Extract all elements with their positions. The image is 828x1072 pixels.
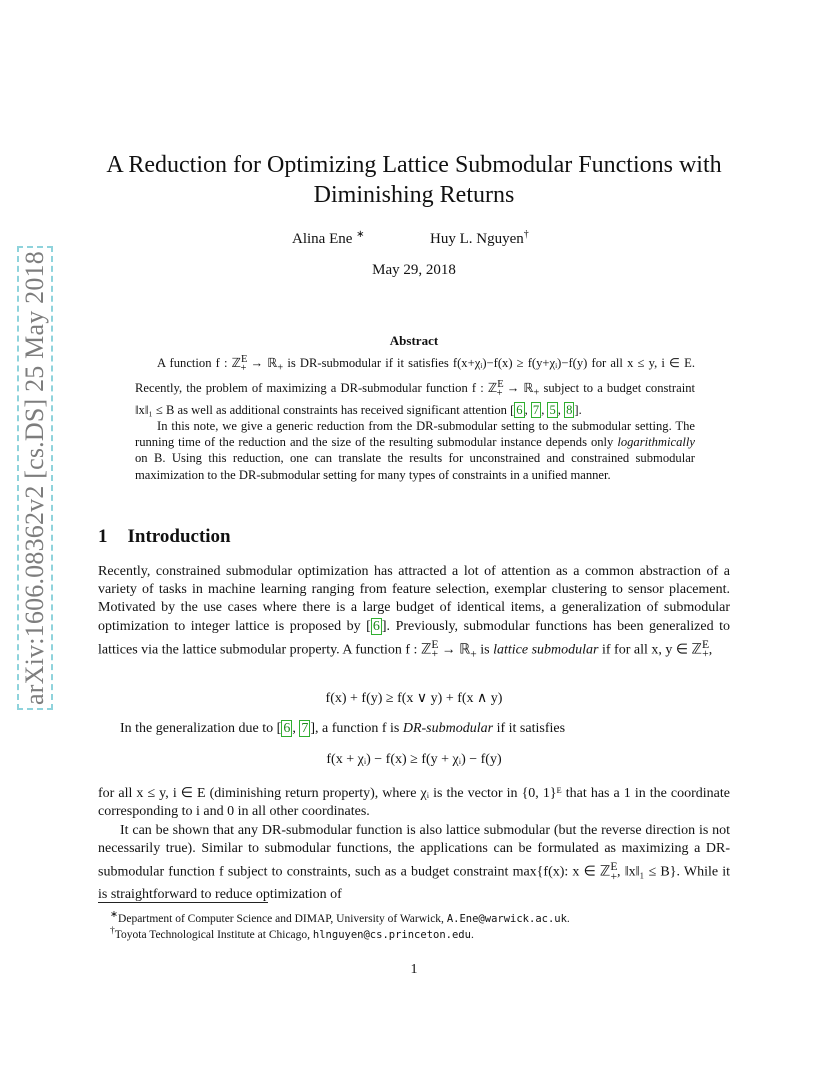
arxiv-identifier: arXiv:1606.08362v2 [cs.DS] 25 May 2018 — [20, 251, 49, 705]
citation-link[interactable]: 7 — [301, 721, 309, 736]
citation-link[interactable]: 5 — [549, 402, 556, 417]
author-2 — [430, 229, 529, 248]
author-footnote-mark: ∗ — [356, 229, 365, 240]
author-name: Huy L. Nguyen — [430, 231, 524, 247]
citation-link[interactable]: 8 — [566, 402, 573, 417]
abstract-heading: Abstract — [389, 333, 439, 348]
footnote-1: ∗Department of Computer Science and DIMAP, University of Warwick, A.Ene@warwick.ac.uk. — [110, 909, 570, 925]
section-title: Introduction — [127, 526, 231, 547]
intro-paragraph-4: It can be shown that any DR-submodular function is also lattice submodular (but the reverse direction is not necessarily true). Similar to submodular functions, the applications can be formulated as maximizing a DR-submodular function f subject to constraints, such as a budget constraint max{f(x): x ∈ ℤ$^E_+$, ‖x‖₁ ≤ B}. While it is straightforward to reduce optimization of — [98, 823, 730, 903]
section-number: 1 — [98, 526, 108, 547]
citation-link[interactable]: 6 — [516, 402, 523, 417]
equation-dr-submodular: f(x + χᵢ) − f(x) ≥ f(y + χᵢ) − f(y) — [326, 752, 502, 767]
author-name: Alina Ene — [292, 231, 353, 247]
section-heading — [98, 526, 231, 548]
paper-date: May 29, 2018 — [372, 262, 456, 278]
email-link[interactable]: A.Ene@warwick.ac.uk — [446, 912, 567, 925]
intro-paragraph-2: In the generalization due to [ 6 , 7 ], a function f is DR-submodular if it satisfies — [120, 721, 566, 736]
abstract-body — [135, 352, 695, 483]
arxiv-stamp — [17, 246, 53, 710]
author-footnote-mark: † — [523, 229, 529, 240]
email-link[interactable]: hlnguyen@cs.princeton.edu — [312, 928, 471, 941]
intro-paragraph-1: Recently, constrained submodular optimization has attracted a lot of attention as a common abstraction of a variety of tasks in machine learning ranging from feature selection, exemplar clustering to sensor placement. Motivated by the use cases where there is a large budget of identical items, a generalization of submodular optimization to integer lattice is proposed by [ 6 ]. Previously, submodular functions has been generalized to lattices via the lattice submodular property. A function f : ℤ$^E_+$ → ℝ$_+$ is lattice submodular if for all x, y ∈ ℤ$^E_+$, — [98, 564, 730, 661]
citation-link[interactable]: 7 — [532, 402, 540, 417]
footnote-rule — [98, 902, 268, 903]
citation-link[interactable]: 6 — [372, 618, 380, 634]
intro-paragraph-3: for all x ≤ y, i ∈ E (diminishing return property), where χᵢ is the vector in {0, 1}ᴱ that has a 1 in the coordinate corresponding to i and 0 in all other coordinates. — [98, 786, 730, 820]
equation-lattice-submodular: f(x) + f(y) ≥ f(x ∨ y) + f(x ∧ y) — [325, 691, 503, 706]
author-1 — [292, 229, 365, 248]
footnote-2: †Toyota Technological Institute at Chicago, hlnguyen@cs.princeton.edu. — [110, 925, 474, 941]
page-number: 1 — [410, 962, 418, 977]
abstract-paragraph-1: A function f : ℤ$^E_+$ → ℝ$_+$ is DR-submodular if it satisfies f(x+χᵢ)−f(x) ≥ f(y+χᵢ)−f(y) for all x ≤ y, i ∈ E. Recently, the problem of maximizing a DR-submodular function f : ℤ$^E_+$ → ℝ$_+$ subject to a budget constraint ‖x‖₁ ≤ B as well as additional constraints has received significant attention [ 6 , 7 , 5 , 8 ]. — [135, 354, 695, 417]
abstract-paragraph-2: In this note, we give a generic reduction from the DR-submodular setting to the submodular setting. The running time of the reduction and the size of the resulting submodular instance depends only logarithmically on B. Using this reduction, one can translate the results for unconstrained and constrained submodular maximization to the DR-submodular setting for many types of constraints in a unified manner. — [135, 419, 695, 482]
paper-title: A Reduction for Optimizing Lattice Submodular Functions with Diminishing Returns — [106, 152, 722, 208]
citation-link[interactable]: 6 — [283, 721, 291, 736]
